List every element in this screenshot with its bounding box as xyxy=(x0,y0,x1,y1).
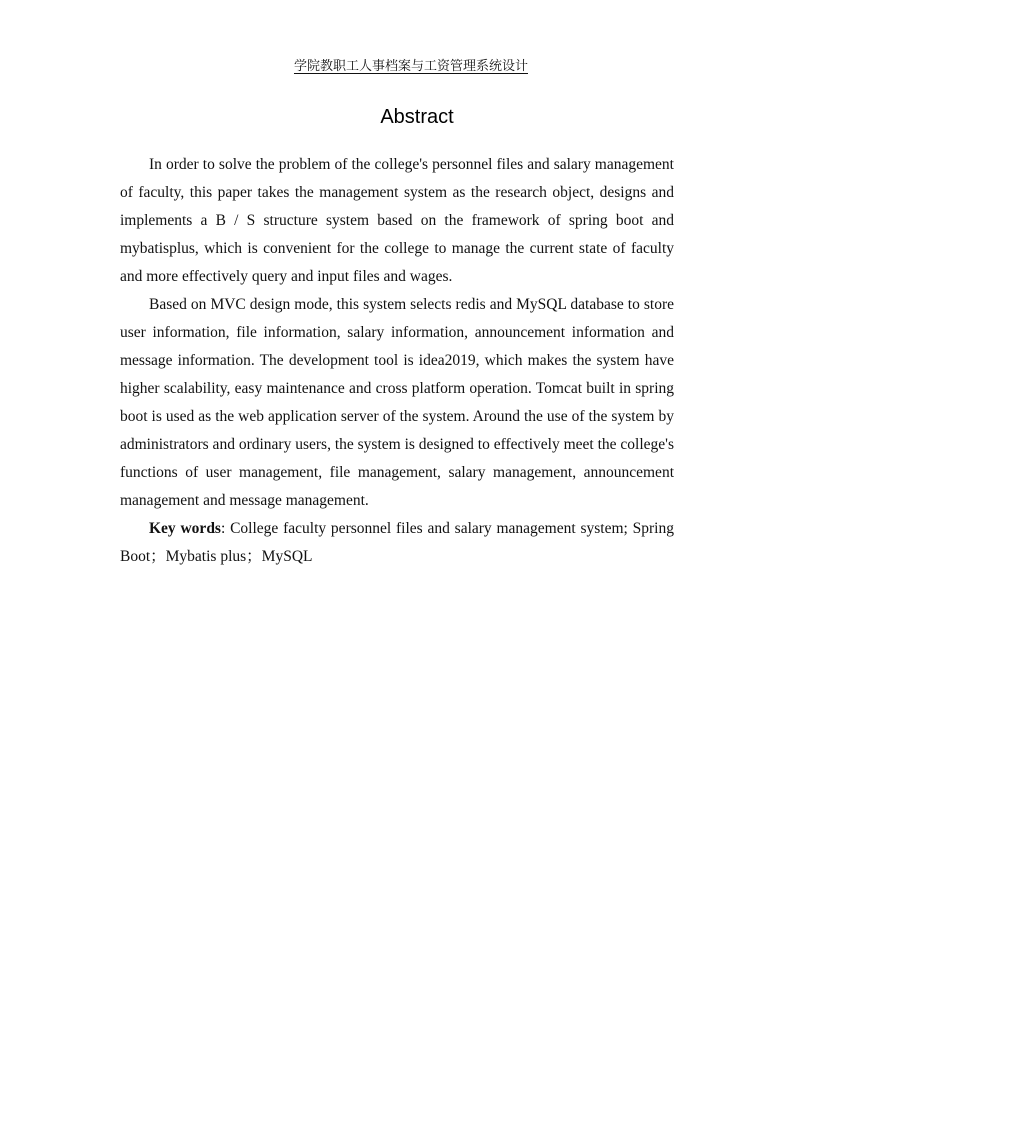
abstract-paragraph-2: Based on MVC design mode, this system selects redis and MySQL database to store user information, file information, salary information, announcement information and message information. The development tool is idea2019, which makes the system have higher scalability, easy maintenance and cross platform operation. Tomcat built in spring boot is used as the web application server of the system. Around the use of the system by administrators and ordinary users, the system is designed to effectively meet the college's functions of user management, file management, salary management, announcement management and message management. xyxy=(120,296,674,509)
keywords-paragraph xyxy=(120,515,674,571)
keywords-label: Key words xyxy=(149,520,221,537)
abstract-paragraph-1: In order to solve the problem of the college's personnel files and salary management of faculty, this paper takes the management system as the research object, designs and implements a B / S structure system based on the framework of spring boot and mybatisplus, which is convenient for the college to manage the current state of faculty and more effectively query and input files and wages. xyxy=(120,156,674,285)
running-header: 学院教职工人事档案与工资管理系统设计 xyxy=(293,59,528,74)
keywords-text: : College faculty personnel files and salary management system; Spring Boot；Mybatis plus；MySQL xyxy=(120,520,674,565)
abstract-body xyxy=(120,151,674,571)
abstract-title: Abstract xyxy=(380,106,454,128)
